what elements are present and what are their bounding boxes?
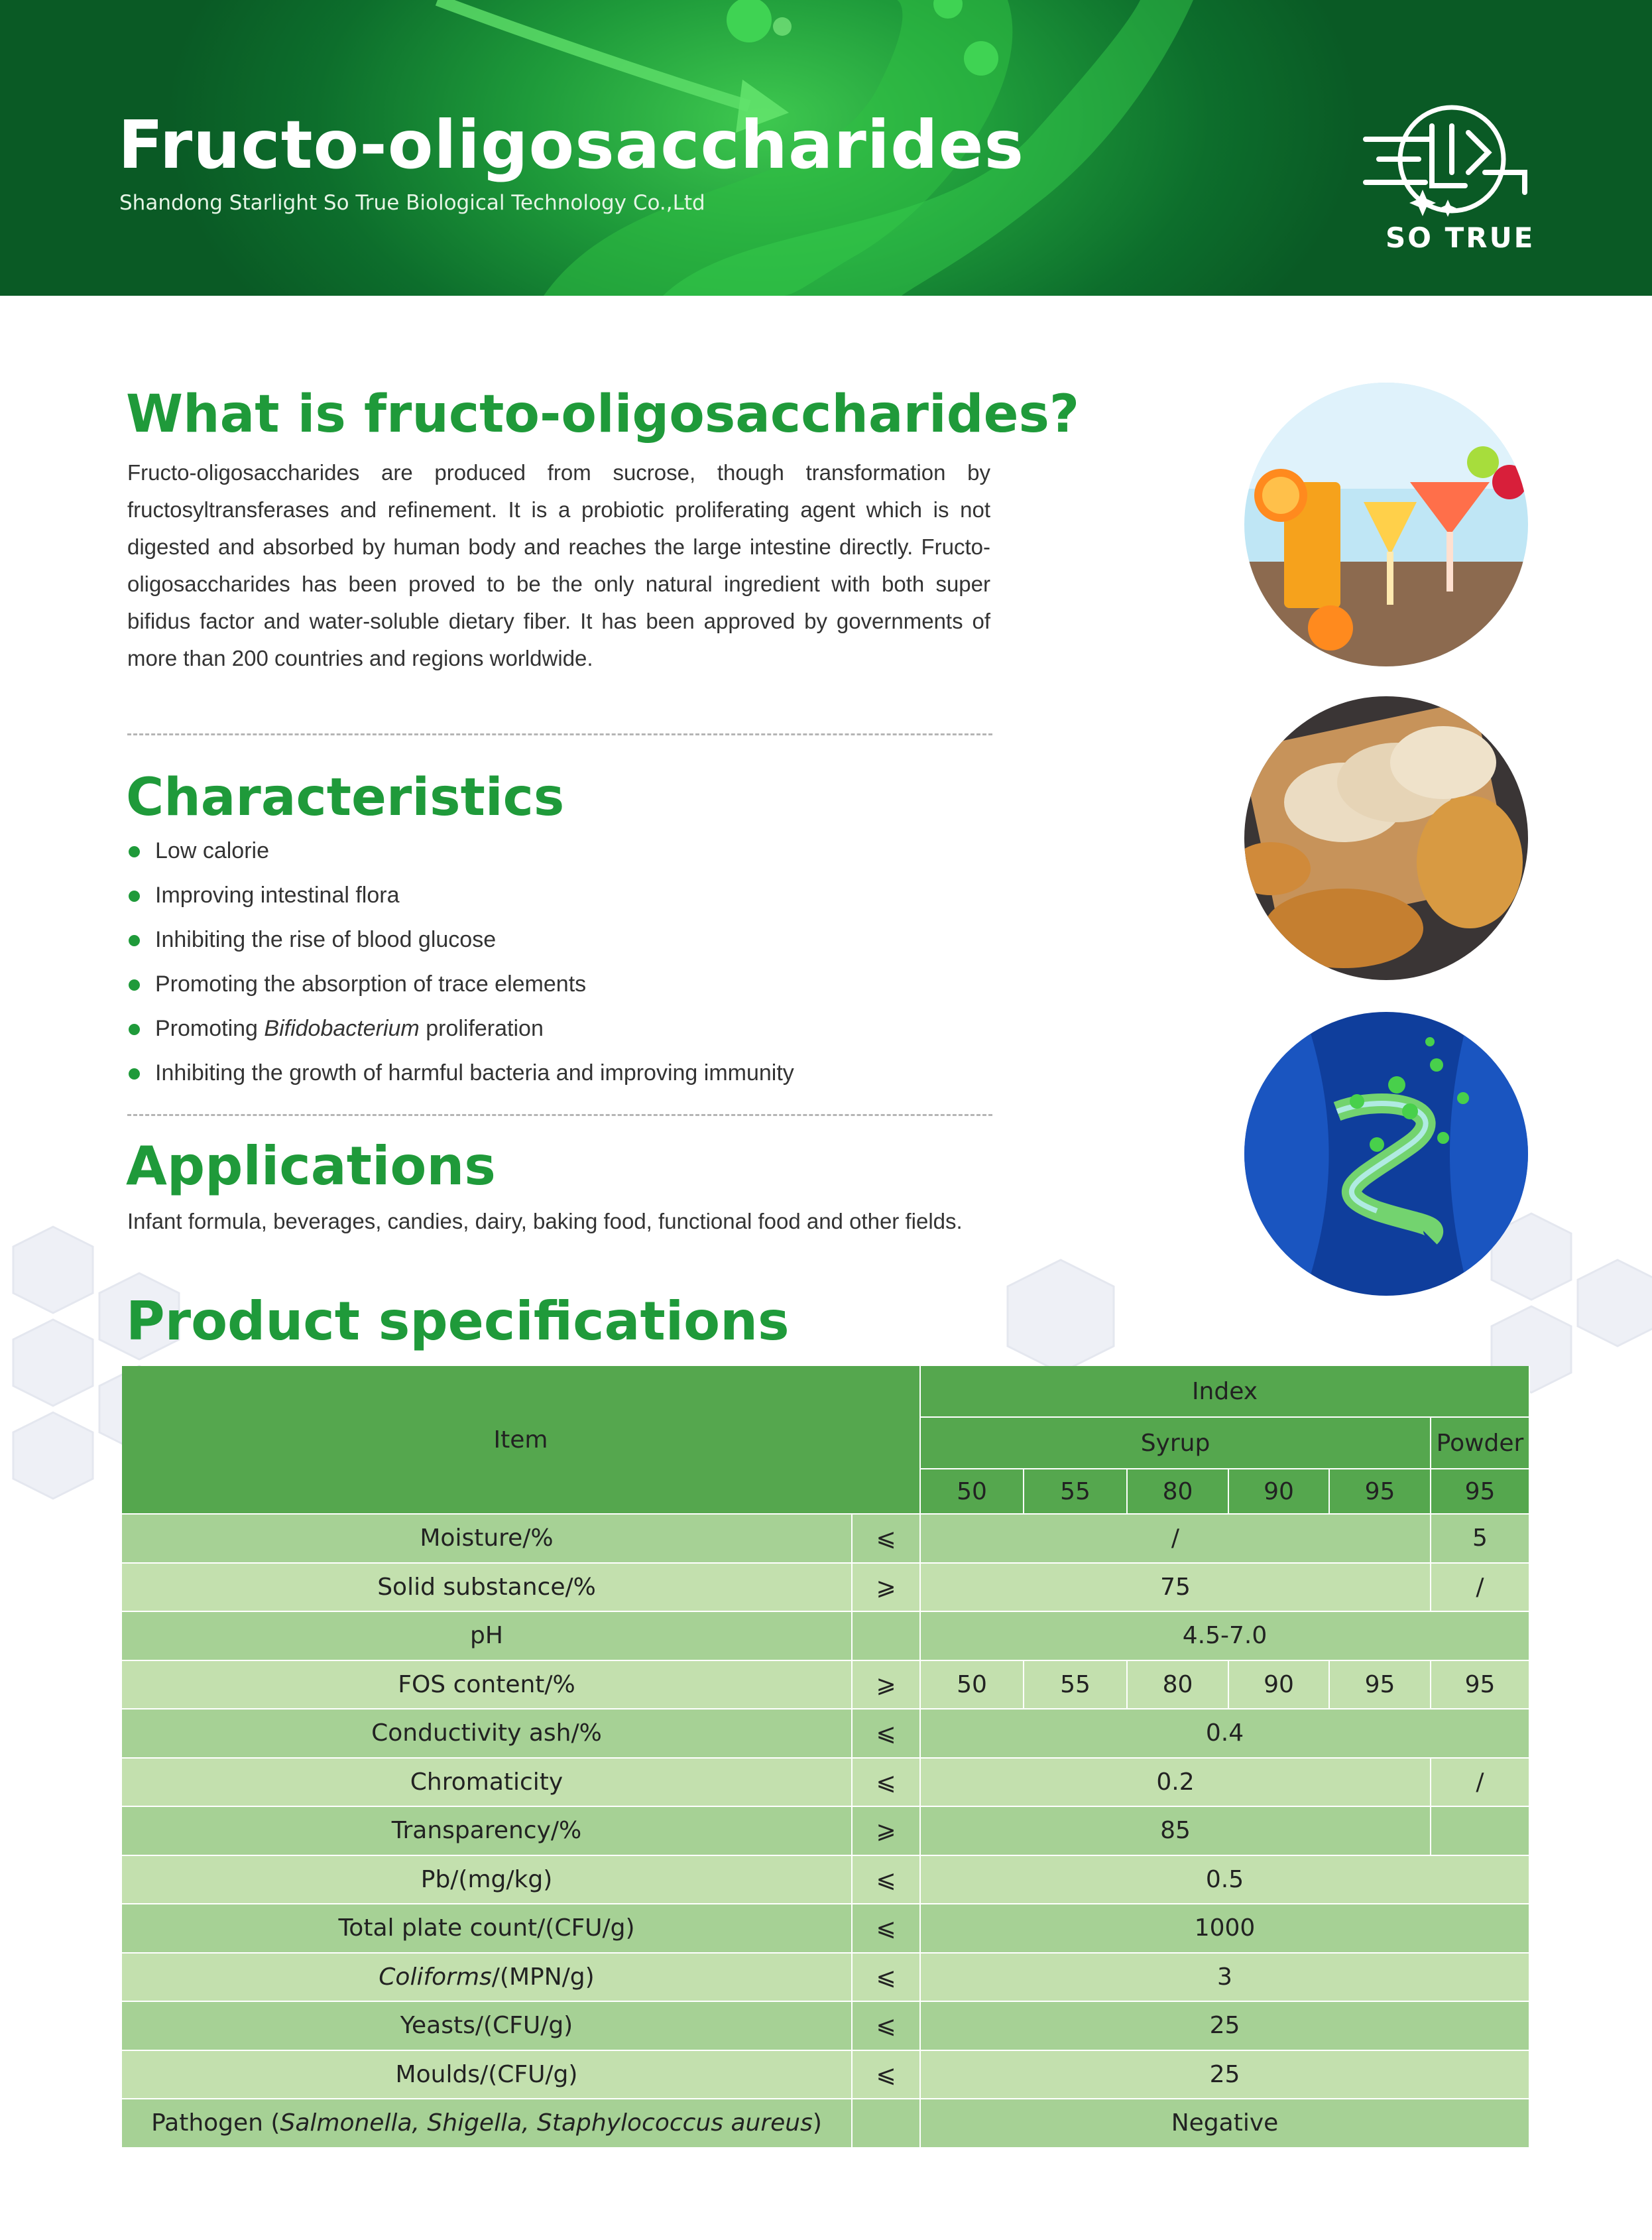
bullet-icon — [129, 935, 140, 946]
value-cell: 50 — [921, 1661, 1024, 1710]
item-cell: Conductivity ash/% — [122, 1710, 853, 1759]
index-header: Index — [921, 1366, 1530, 1418]
powder-value-cell — [1431, 1807, 1530, 1856]
powder-value-cell: 5 — [1431, 1515, 1530, 1564]
value-cell: 0.4 — [921, 1710, 1530, 1759]
fruit-drinks-photo — [1244, 383, 1528, 666]
value-cell: Negative — [921, 2099, 1530, 2148]
value-cell: 55 — [1024, 1661, 1128, 1710]
sign-cell — [853, 2099, 921, 2148]
page-title: Fructo-oligosaccharides — [118, 106, 1024, 184]
spec-table — [122, 1366, 1530, 2143]
item-header: Item — [122, 1366, 921, 1515]
value-cell: 25 — [921, 2002, 1530, 2051]
bullet-icon — [129, 979, 140, 991]
bullet-icon — [129, 846, 140, 857]
item-cell: Yeasts/(CFU/g) — [122, 2002, 853, 2051]
value-cell: 90 — [1229, 1661, 1330, 1710]
intro-body: Fructo-oligosaccharides are produced from sucrose, though transformation by fructosyltransferases and refinement. It is a probiotic proliferating agent which is not digested and absorbed by human body and reaches the large intestine directly. Fructo-oligosaccharides has been proved to be the only natural ingredient with both super bifidus factor and water-soluble dietary fiber. It has been approved by governments of more than 200 countries and regions worldwide. — [127, 460, 990, 670]
syrup-value-cell: 75 — [921, 1564, 1431, 1613]
value-cell: 95 — [1330, 1661, 1431, 1710]
grade-header: 80 — [1128, 1469, 1229, 1515]
divider — [127, 733, 992, 735]
powder-header: Powder — [1431, 1418, 1530, 1469]
syrup-value-cell: 0.2 — [921, 1759, 1431, 1808]
bullet-icon — [129, 1024, 140, 1035]
sign-cell: ⩽ — [853, 1515, 921, 1564]
company-name: Shandong Starlight So True Biological Technology Co.,Ltd — [119, 191, 705, 215]
syrup-header: Syrup — [921, 1418, 1431, 1469]
list-item: Promoting Bifidobacterium proliferation — [127, 1007, 794, 1051]
list-item: Inhibiting the rise of blood glucose — [127, 918, 794, 962]
item-cell: Pathogen (Salmonella, Shigella, Staphylococcus aureus) — [122, 2099, 853, 2148]
list-item: Promoting the absorption of trace elements — [127, 962, 794, 1007]
applications-body: Infant formula, beverages, candies, dairy, baking food, functional food and other fields. — [127, 1209, 963, 1233]
item-cell: Solid substance/% — [122, 1564, 853, 1613]
sign-cell: ⩽ — [853, 1954, 921, 2003]
item-cell: FOS content/% — [122, 1661, 853, 1710]
intestine-photo — [1244, 1012, 1528, 1296]
bullet-icon — [129, 1068, 140, 1080]
grade-header: 55 — [1024, 1469, 1128, 1515]
sign-cell: ⩾ — [853, 1564, 921, 1613]
list-item: Low calorie — [127, 829, 794, 873]
characteristics-heading: Characteristics — [126, 768, 565, 828]
sign-cell: ⩽ — [853, 1710, 921, 1759]
grade-header: 95 — [1330, 1469, 1431, 1515]
grade-header: 90 — [1229, 1469, 1330, 1515]
value-cell: 1000 — [921, 1904, 1530, 1954]
value-cell: 25 — [921, 2051, 1530, 2100]
bullet-icon — [129, 891, 140, 902]
intro-heading: What is fructo-oligosaccharides? — [126, 385, 1080, 444]
header-banner — [0, 0, 1652, 296]
item-cell: Transparency/% — [122, 1807, 853, 1856]
sign-cell — [853, 1612, 921, 1661]
bread-photo — [1244, 696, 1528, 980]
list-item: Inhibiting the growth of harmful bacteria and improving immunity — [127, 1051, 794, 1095]
sign-cell: ⩾ — [853, 1661, 921, 1710]
item-cell: Moisture/% — [122, 1515, 853, 1564]
logo-text: SO TRUE — [1386, 221, 1535, 254]
item-cell: pH — [122, 1612, 853, 1661]
sign-cell: ⩽ — [853, 2002, 921, 2051]
divider — [127, 1114, 992, 1116]
value-cell: 95 — [1431, 1661, 1530, 1710]
specs-heading: Product specifications — [126, 1290, 790, 1352]
characteristics-list — [127, 829, 794, 1095]
value-cell: 0.5 — [921, 1856, 1530, 1905]
sign-cell: ⩾ — [853, 1807, 921, 1856]
sign-cell: ⩽ — [853, 2051, 921, 2100]
syrup-value-cell: / — [921, 1515, 1431, 1564]
value-cell: 3 — [921, 1954, 1530, 2003]
value-cell: 4.5-7.0 — [921, 1612, 1530, 1661]
item-cell: Chromaticity — [122, 1759, 853, 1808]
syrup-value-cell: 85 — [921, 1807, 1431, 1856]
applications-heading: Applications — [126, 1135, 496, 1197]
sign-cell: ⩽ — [853, 1904, 921, 1954]
value-cell: 80 — [1128, 1661, 1229, 1710]
item-cell: Coliforms/(MPN/g) — [122, 1954, 853, 2003]
sign-cell: ⩽ — [853, 1856, 921, 1905]
list-item: Improving intestinal flora — [127, 873, 794, 918]
grade-header: 50 — [921, 1469, 1024, 1515]
powder-value-cell: / — [1431, 1564, 1530, 1613]
item-cell: Moulds/(CFU/g) — [122, 2051, 853, 2100]
item-cell: Total plate count/(CFU/g) — [122, 1904, 853, 1954]
sign-cell: ⩽ — [853, 1759, 921, 1808]
grade-header: 95 — [1431, 1469, 1530, 1515]
item-cell: Pb/(mg/kg) — [122, 1856, 853, 1905]
powder-value-cell: / — [1431, 1759, 1530, 1808]
